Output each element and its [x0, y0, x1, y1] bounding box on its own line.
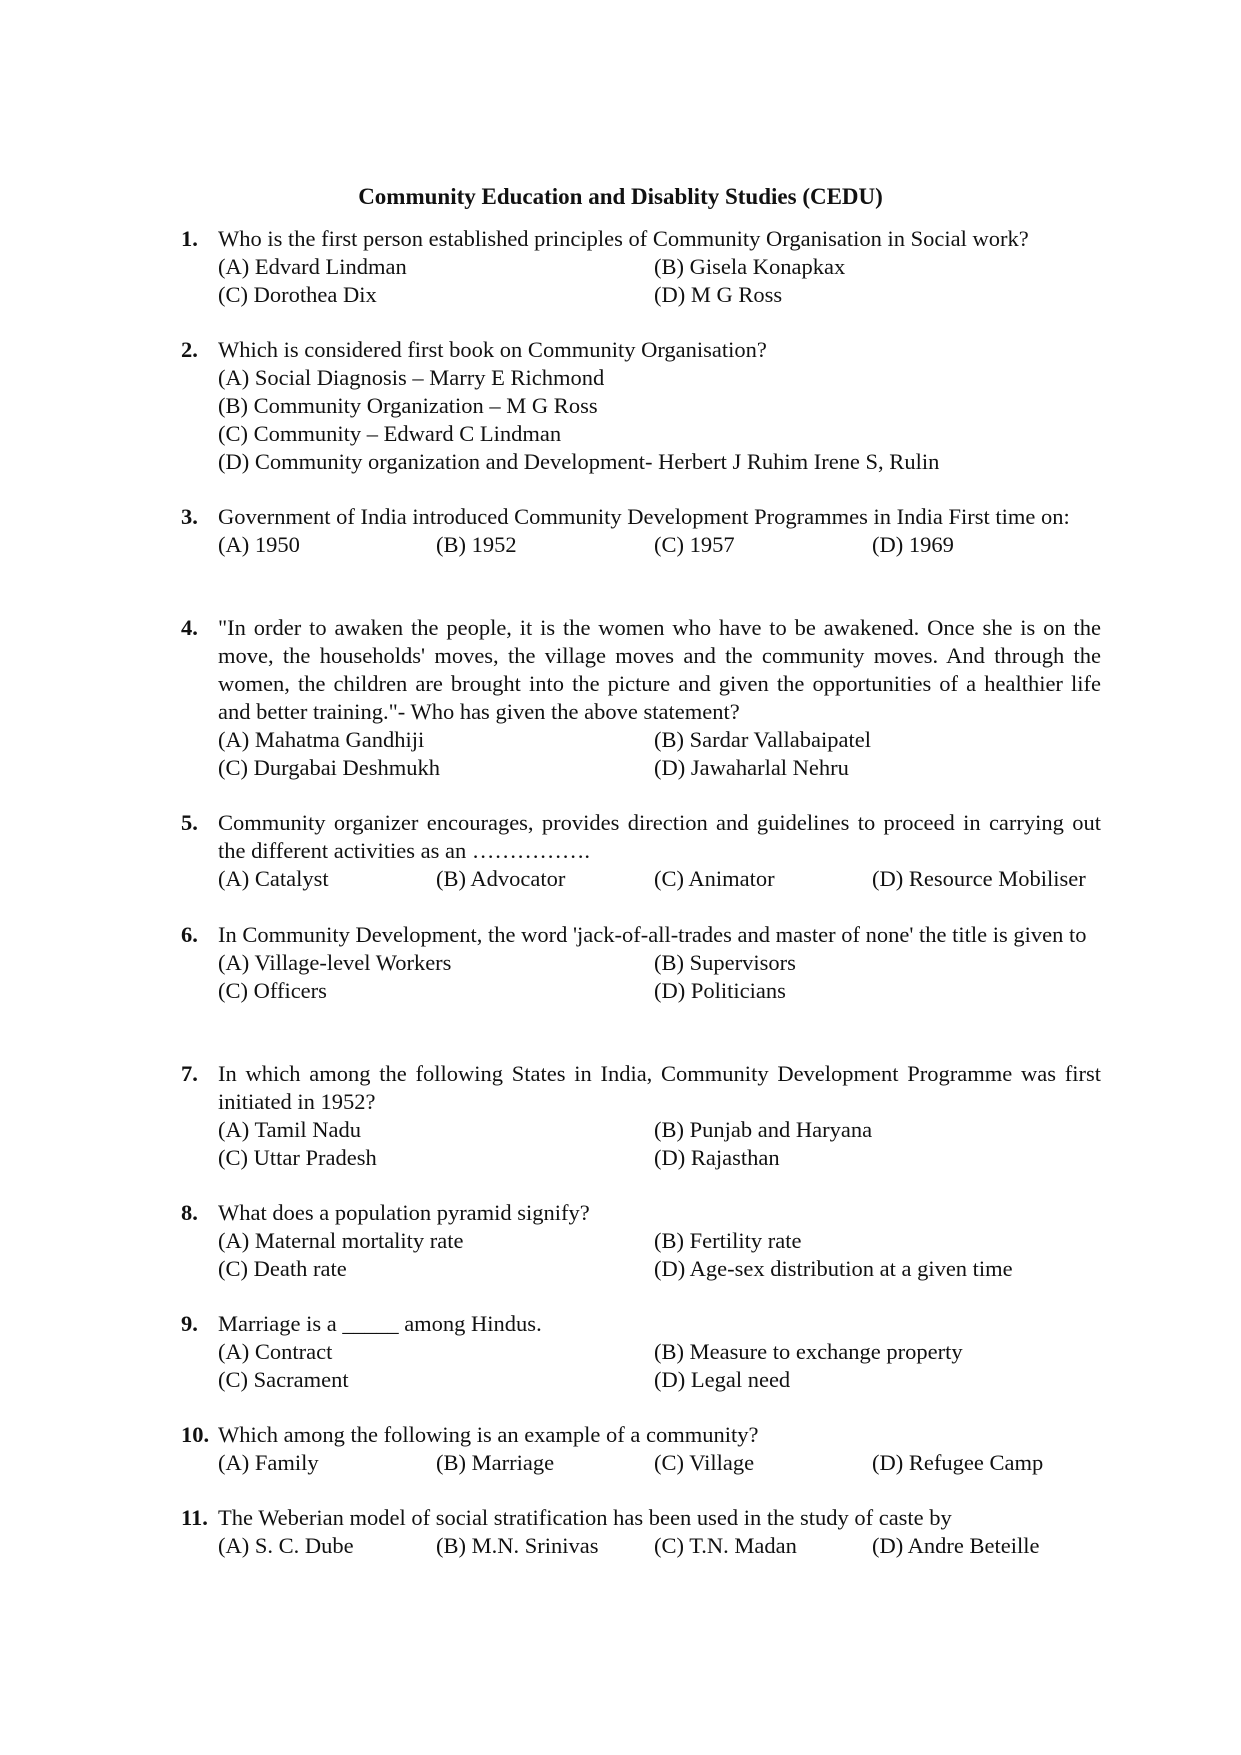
options — [218, 1338, 1101, 1394]
option-c: (C) Sacrament — [218, 1367, 349, 1392]
option-d: (D) Age-sex distribution at a given time — [654, 1256, 1013, 1281]
question-text: Which is considered first book on Community Organisation? — [218, 337, 767, 362]
option-b: (B) 1952 — [436, 532, 517, 557]
option-c: (C) Death rate — [218, 1256, 347, 1281]
question-10 — [181, 1421, 1101, 1477]
question-number: 3. — [181, 504, 198, 529]
option-d: (D) Resource Mobiliser — [872, 866, 1086, 891]
question-number: 7. — [181, 1061, 198, 1086]
option-a: (A) Social Diagnosis – Marry E Richmond — [218, 365, 605, 390]
option-c: (C) Village — [654, 1450, 755, 1475]
question-number: 2. — [181, 337, 198, 362]
option-b: (B) Advocator — [436, 866, 566, 891]
question-number: 10. — [181, 1422, 210, 1447]
option-a: (A) Edvard Lindman — [218, 254, 407, 279]
options — [218, 1532, 1101, 1560]
option-c: (C) Durgabai Deshmukh — [218, 755, 441, 780]
option-c: (C) Community – Edward C Lindman — [218, 421, 562, 446]
option-c: (C) Uttar Pradesh — [218, 1145, 377, 1170]
question-11 — [181, 1504, 1101, 1560]
option-d: (D) Legal need — [654, 1367, 791, 1392]
option-b: (B) Gisela Konapkax — [654, 254, 846, 279]
options — [218, 865, 1101, 893]
question-2 — [181, 336, 1101, 476]
question-number: 8. — [181, 1200, 198, 1225]
option-b: (B) Punjab and Haryana — [654, 1117, 873, 1142]
option-a: (A) 1950 — [218, 532, 300, 557]
question-3 — [181, 503, 1101, 559]
options — [218, 531, 1101, 559]
option-c: (C) Animator — [654, 866, 775, 891]
question-text: Who is the first person established principles of Community Organisation in Social work? — [218, 226, 1029, 251]
option-a: (A) Catalyst — [218, 866, 329, 891]
option-b: (B) Fertility rate — [654, 1228, 802, 1253]
page-title: Community Education and Disablity Studies (CEDU) — [358, 184, 883, 209]
option-a: (A) S. C. Dube — [218, 1533, 354, 1558]
question-number: 4. — [181, 615, 198, 640]
option-b: (B) Measure to exchange property — [654, 1339, 963, 1364]
question-1 — [181, 225, 1101, 309]
option-d: (D) Community organization and Development- Herbert J Ruhim Irene S, Rulin — [218, 449, 940, 474]
option-b: (B) Supervisors — [654, 950, 796, 975]
option-d: (D) Politicians — [654, 978, 786, 1003]
options — [218, 364, 1101, 476]
options — [218, 1227, 1101, 1283]
option-b: (B) M.N. Srinivas — [436, 1533, 599, 1558]
options — [218, 949, 1101, 1005]
option-c: (C) T.N. Madan — [654, 1533, 797, 1558]
question-text: Which among the following is an example of a community? — [218, 1422, 759, 1447]
question-text: "In order to awaken the people, it is the women who have to be awakened. Once she is on the move, the households' moves, the village moves and the community moves. And through the women, the children are brought into the picture and given the opportunities of a healthier life and better training."- Who has given the above statement? — [218, 615, 1101, 724]
question-text: Government of India introduced Community Development Programmes in India First time on: — [218, 504, 1070, 529]
option-b: (B) Sardar Vallabaipatel — [654, 727, 872, 752]
option-d: (D) M G Ross — [654, 282, 783, 307]
question-6 — [181, 921, 1101, 1005]
option-d: (D) Refugee Camp — [872, 1450, 1044, 1475]
question-text: In which among the following States in India, Community Development Programme was first initiated in 1952? — [218, 1061, 1101, 1114]
question-text: Community organizer encourages, provides direction and guidelines to proceed in carrying out the different activities as an ……………. — [218, 810, 1101, 863]
question-text: What does a population pyramid signify? — [218, 1200, 590, 1225]
question-number: 5. — [181, 810, 198, 835]
option-b: (B) Marriage — [436, 1450, 555, 1475]
option-c: (C) Dorothea Dix — [218, 282, 377, 307]
option-a: (A) Family — [218, 1450, 319, 1475]
option-a: (A) Village-level Workers — [218, 950, 452, 975]
option-a: (A) Maternal mortality rate — [218, 1228, 464, 1253]
option-d: (D) Andre Beteille — [872, 1533, 1040, 1558]
question-4 — [181, 614, 1101, 782]
option-d: (D) 1969 — [872, 532, 954, 557]
options — [218, 253, 1101, 309]
question-8 — [181, 1199, 1101, 1283]
options — [218, 1116, 1101, 1172]
question-text: The Weberian model of social stratification has been used in the study of caste by — [218, 1505, 952, 1530]
option-a: (A) Contract — [218, 1339, 333, 1364]
option-c: (C) Officers — [218, 978, 327, 1003]
option-a: (A) Tamil Nadu — [218, 1117, 361, 1142]
question-number: 1. — [181, 226, 198, 251]
question-5 — [181, 809, 1101, 893]
options — [218, 1449, 1101, 1477]
option-d: (D) Jawaharlal Nehru — [654, 755, 849, 780]
question-text: In Community Development, the word 'jack-of-all-trades and master of none' the title is given to — [218, 922, 1087, 947]
option-c: (C) 1957 — [654, 532, 735, 557]
question-number: 9. — [181, 1311, 198, 1336]
options — [218, 726, 1101, 782]
option-d: (D) Rajasthan — [654, 1145, 780, 1170]
question-7 — [181, 1060, 1101, 1172]
option-a: (A) Mahatma Gandhiji — [218, 727, 425, 752]
option-b: (B) Community Organization – M G Ross — [218, 393, 598, 418]
question-text: Marriage is a _____ among Hindus. — [218, 1311, 542, 1336]
question-number: 11. — [181, 1505, 208, 1530]
question-number: 6. — [181, 922, 198, 947]
question-9 — [181, 1310, 1101, 1394]
